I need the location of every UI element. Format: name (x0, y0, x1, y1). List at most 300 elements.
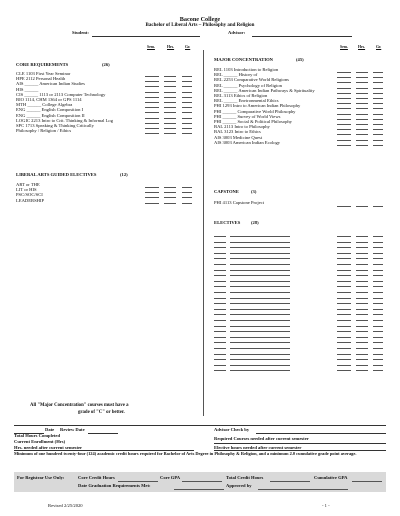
elective-title-blank[interactable] (230, 253, 290, 254)
guided-title: LIBERAL ARTS GUIDED ELECTIVES (16, 172, 97, 177)
elective-title-blank[interactable] (230, 247, 290, 248)
sem-blank[interactable] (337, 309, 351, 310)
grade-blank[interactable] (373, 242, 383, 243)
guided-course-row: ART or THE (16, 182, 40, 187)
grade-blank[interactable] (373, 320, 383, 321)
hrs-blank[interactable] (164, 128, 176, 129)
elective-prefix-blank[interactable] (214, 359, 226, 360)
left-sem-header: Sem. (147, 45, 155, 49)
elective-prefix-blank[interactable] (214, 236, 226, 237)
concentration-course-row: BAL 3123 Intro to Ethics (214, 129, 261, 135)
left-gr-header: Gr. (185, 45, 191, 49)
total-credit-field[interactable] (270, 481, 310, 482)
sem-blank[interactable] (337, 298, 351, 299)
sem-blank[interactable] (337, 72, 351, 73)
revised-date: Revised 2/25/2020 (48, 503, 83, 508)
grade-blank[interactable] (373, 354, 383, 355)
hrs-blank[interactable] (356, 331, 368, 332)
grade-blank[interactable] (182, 86, 192, 87)
sem-blank[interactable] (337, 103, 351, 104)
note-line-1: All "Major Concentration" courses must have a (30, 403, 129, 408)
elective-title-blank[interactable] (230, 258, 290, 259)
elective-prefix-blank[interactable] (214, 275, 226, 276)
hrs-blank[interactable] (164, 118, 176, 119)
hrs-blank[interactable] (164, 123, 176, 124)
elective-prefix-blank[interactable] (214, 298, 226, 299)
sem-blank[interactable] (337, 281, 351, 282)
capstone-hours: (3) (251, 189, 257, 194)
elective-title-blank[interactable] (230, 242, 290, 243)
hrs-blank[interactable] (356, 258, 368, 259)
elective-prefix-blank[interactable] (214, 342, 226, 343)
sem-blank[interactable] (337, 331, 351, 332)
grade-blank[interactable] (373, 303, 383, 304)
elective-prefix-blank[interactable] (214, 348, 226, 349)
hrs-blank[interactable] (164, 112, 176, 113)
student-field[interactable] (92, 36, 200, 37)
right-sem-header: Sem. (340, 45, 348, 49)
grade-blank[interactable] (373, 370, 383, 371)
grade-blank[interactable] (182, 76, 192, 77)
hrs-blank[interactable] (356, 98, 368, 99)
core-course-row: ENG ______ English Composition I (16, 107, 84, 113)
grade-blank[interactable] (373, 77, 383, 78)
grade-blank[interactable] (373, 337, 383, 338)
current-enrollment-label: Current Enrollment (Hrs) (14, 439, 66, 444)
grade-blank[interactable] (182, 203, 192, 204)
advisor-check-field[interactable] (256, 433, 386, 434)
hrs-blank[interactable] (164, 187, 176, 188)
footer-divider (14, 425, 386, 426)
sem-blank[interactable] (337, 370, 351, 371)
elective-prefix-blank[interactable] (214, 281, 226, 282)
hrs-blank[interactable] (164, 92, 176, 93)
sem-blank[interactable] (337, 134, 351, 135)
grade-blank[interactable] (182, 118, 192, 119)
sem-blank[interactable] (337, 326, 351, 327)
guided-hours: (12) (120, 172, 128, 177)
grade-blank[interactable] (182, 97, 192, 98)
elective-title-blank[interactable] (230, 309, 290, 310)
elective-prefix-blank[interactable] (214, 331, 226, 332)
note-line-2: grade of "C" or better. (78, 410, 125, 415)
sem-blank[interactable] (145, 102, 159, 103)
hrs-blank[interactable] (356, 140, 368, 141)
concentration-course-row: REL ______ Psychology of Religion (214, 82, 282, 88)
hrs-blank[interactable] (356, 119, 368, 120)
elective-prefix-blank[interactable] (214, 242, 226, 243)
grade-blank[interactable] (373, 93, 383, 94)
advisor-field[interactable] (252, 36, 352, 37)
electives-title: ELECTIVES (214, 220, 241, 225)
hrs-blank[interactable] (356, 242, 368, 243)
grade-blank[interactable] (373, 286, 383, 287)
grade-blank[interactable] (182, 81, 192, 82)
grade-blank[interactable] (182, 197, 192, 198)
sem-blank[interactable] (337, 264, 351, 265)
minimum-requirements-text: Minimum of one hundred twenty-four (124) academic credit hours required for Bachelor of Arts Degree in Philosophy & Religion, and a minimum 2.0 cumulative grade point average. (14, 451, 357, 456)
elective-prefix-blank[interactable] (214, 258, 226, 259)
hrs-blank[interactable] (356, 134, 368, 135)
elective-prefix-blank[interactable] (214, 354, 226, 355)
grade-blank[interactable] (182, 123, 192, 124)
sem-blank[interactable] (145, 118, 159, 119)
hrs-blank[interactable] (164, 197, 176, 198)
grade-blank[interactable] (373, 88, 383, 89)
grade-blank[interactable] (182, 92, 192, 93)
capstone-title: CAPSTONE (214, 189, 239, 194)
sem-blank[interactable] (145, 128, 159, 129)
elective-title-blank[interactable] (230, 303, 290, 304)
sem-blank[interactable] (337, 314, 351, 315)
hrs-blank[interactable] (356, 337, 368, 338)
hrs-blank[interactable] (356, 103, 368, 104)
sem-blank[interactable] (337, 337, 351, 338)
grade-blank[interactable] (182, 128, 192, 129)
sem-blank[interactable] (337, 88, 351, 89)
elective-title-blank[interactable] (230, 348, 290, 349)
hrs-blank[interactable] (356, 253, 368, 254)
sem-blank[interactable] (145, 197, 159, 198)
core-course-row: AIS ______ American Indian Studies (16, 81, 85, 87)
concentration-course-row: REL 1103 Introduction to Religion (214, 67, 279, 72)
date-requirements-label: Date Graduation Requirements Met: (78, 483, 151, 488)
total-hours-label: Total Hours Completed (14, 433, 61, 438)
elective-prefix-blank[interactable] (214, 309, 226, 310)
sem-blank[interactable] (337, 114, 351, 115)
elective-prefix-blank[interactable] (214, 253, 226, 254)
grade-blank[interactable] (373, 258, 383, 259)
sem-blank[interactable] (145, 192, 159, 193)
elective-prefix-blank[interactable] (214, 292, 226, 293)
elective-title-blank[interactable] (230, 298, 290, 299)
hrs-blank[interactable] (356, 286, 368, 287)
hrs-blank[interactable] (356, 124, 368, 125)
hrs-blank[interactable] (356, 354, 368, 355)
sem-blank[interactable] (337, 77, 351, 78)
left-hrs-header: Hrs. (167, 45, 175, 49)
core-gpa-field[interactable] (182, 481, 222, 482)
grade-blank[interactable] (182, 187, 192, 188)
capstone-row: PHI 4113 Capstone Project (214, 200, 264, 205)
grade-blank[interactable] (373, 342, 383, 343)
hrs-blank[interactable] (164, 102, 176, 103)
grade-blank[interactable] (373, 264, 383, 265)
concentration-course-row: REL ______ Environmental Ethics (214, 98, 279, 104)
core-course-row: Philosophy / Religion / Ethics (16, 128, 72, 134)
guided-course-row: LIT or HIS (16, 187, 37, 193)
capstone-hrs-blank[interactable] (356, 206, 368, 207)
student-label: Student: (72, 30, 89, 35)
grade-blank[interactable] (373, 292, 383, 293)
hrs-blank[interactable] (356, 129, 368, 130)
sem-blank[interactable] (145, 123, 159, 124)
hrs-blank[interactable] (356, 72, 368, 73)
sem-blank[interactable] (145, 92, 159, 93)
approved-by-field[interactable] (258, 489, 348, 490)
grade-blank[interactable] (182, 192, 192, 193)
elective-prefix-blank[interactable] (214, 264, 226, 265)
elective-title-blank[interactable] (230, 236, 290, 237)
hrs-blank[interactable] (164, 81, 176, 82)
elective-title-blank[interactable] (230, 281, 290, 282)
elective-prefix-blank[interactable] (214, 303, 226, 304)
concentration-course-row: PHI 1293 Intro to American Indian Philosophy (214, 103, 301, 109)
core-credit-label: Core Credit Hours (78, 475, 115, 480)
sem-blank[interactable] (337, 124, 351, 125)
grade-blank[interactable] (373, 108, 383, 109)
sem-blank[interactable] (337, 145, 351, 146)
hrs-blank[interactable] (164, 192, 176, 193)
college-title: Bacone College (179, 16, 221, 23)
program-title: Bachelor of Liberal Arts – Philosophy and Religion (145, 23, 255, 28)
concentration-course-row: BAL 2113 Intro to Philosophy (214, 124, 270, 130)
grade-blank[interactable] (373, 103, 383, 104)
sem-blank[interactable] (145, 203, 159, 204)
advisor-check-label: Advisor Check by (214, 427, 250, 432)
sem-blank[interactable] (337, 93, 351, 94)
core-course-row: HPE 2112 Personal Health (16, 76, 66, 82)
sem-blank[interactable] (337, 320, 351, 321)
elective-title-blank[interactable] (230, 365, 290, 366)
sem-blank[interactable] (145, 133, 159, 134)
concentration-title: MAJOR CONCENTRATION (214, 57, 273, 62)
grade-blank[interactable] (373, 275, 383, 276)
elective-title-blank[interactable] (230, 264, 290, 265)
elective-prefix-blank[interactable] (214, 365, 226, 366)
grade-blank[interactable] (373, 253, 383, 254)
grade-blank[interactable] (373, 140, 383, 141)
elective-title-blank[interactable] (230, 270, 290, 271)
elective-title-blank[interactable] (230, 292, 290, 293)
hrs-blank[interactable] (164, 203, 176, 204)
hrs-blank[interactable] (356, 114, 368, 115)
elective-title-blank[interactable] (230, 337, 290, 338)
grade-blank[interactable] (373, 326, 383, 327)
sem-blank[interactable] (337, 82, 351, 83)
review-date-label: Review Date (60, 427, 85, 432)
sem-blank[interactable] (337, 365, 351, 366)
sem-blank[interactable] (337, 236, 351, 237)
hrs-blank[interactable] (356, 342, 368, 343)
right-hrs-header: Hrs. (358, 45, 366, 49)
core-hours: (26) (102, 62, 110, 67)
elective-title-blank[interactable] (230, 359, 290, 360)
sem-blank[interactable] (145, 76, 159, 77)
required-courses-line (214, 443, 386, 444)
hrs-blank[interactable] (356, 348, 368, 349)
sem-blank[interactable] (145, 97, 159, 98)
grade-blank[interactable] (373, 314, 383, 315)
right-gr-header: Gr. (376, 45, 382, 49)
hrs-blank[interactable] (164, 97, 176, 98)
date-requirements-field[interactable] (174, 489, 224, 490)
hrs-blank[interactable] (356, 108, 368, 109)
elective-prefix-blank[interactable] (214, 286, 226, 287)
grade-blank[interactable] (182, 107, 192, 108)
hrs-blank[interactable] (356, 365, 368, 366)
hrs-blank[interactable] (356, 82, 368, 83)
capstone-gr-blank[interactable] (373, 206, 383, 207)
elective-title-blank[interactable] (230, 286, 290, 287)
core-course-row: HIS ______ (16, 86, 39, 92)
hrs-blank[interactable] (356, 292, 368, 293)
grade-blank[interactable] (373, 270, 383, 271)
sem-blank[interactable] (145, 81, 159, 82)
sem-blank[interactable] (337, 292, 351, 293)
grade-blank[interactable] (373, 298, 383, 299)
concentration-course-row: REL 2253 Comparative World Religions (214, 77, 289, 83)
hrs-blank[interactable] (356, 88, 368, 89)
hrs-blank[interactable] (356, 281, 368, 282)
elective-title-blank[interactable] (230, 326, 290, 327)
elective-title-blank[interactable] (230, 331, 290, 332)
elective-title-blank[interactable] (230, 275, 290, 276)
hrs-blank[interactable] (356, 236, 368, 237)
sem-blank[interactable] (337, 258, 351, 259)
elective-title-blank[interactable] (230, 314, 290, 315)
sem-blank[interactable] (337, 286, 351, 287)
hrs-blank[interactable] (356, 275, 368, 276)
sem-blank[interactable] (145, 112, 159, 113)
sem-blank[interactable] (145, 187, 159, 188)
grade-blank[interactable] (373, 359, 383, 360)
hrs-blank[interactable] (356, 270, 368, 271)
grade-blank[interactable] (373, 72, 383, 73)
sem-blank[interactable] (337, 119, 351, 120)
hrs-blank[interactable] (164, 76, 176, 77)
core-gpa-label: Core GPA (160, 475, 181, 480)
grade-blank[interactable] (373, 281, 383, 282)
review-date-field[interactable] (88, 433, 118, 434)
grade-blank[interactable] (373, 365, 383, 366)
required-courses-label: Required Courses needed after current semester (214, 436, 309, 441)
hrs-blank[interactable] (356, 320, 368, 321)
concentration-course-row: PHI ______ Survey of World Views (214, 113, 281, 119)
hrs-blank[interactable] (356, 359, 368, 360)
total-credit-label: Total Credit Hours (226, 475, 264, 480)
date-label: Date (45, 427, 55, 432)
electives-hours: (28) (251, 220, 259, 225)
elective-title-blank[interactable] (230, 370, 290, 371)
concentration-course-row: AIS 3003 Medicine Quest (214, 134, 263, 140)
sem-blank[interactable] (337, 359, 351, 360)
core-course-row: ENG ______ English Composition II (16, 112, 85, 118)
hrs-blank[interactable] (356, 309, 368, 310)
grade-blank[interactable] (373, 129, 383, 130)
sem-blank[interactable] (337, 303, 351, 304)
sem-blank[interactable] (337, 342, 351, 343)
grade-blank[interactable] (373, 331, 383, 332)
elective-prefix-blank[interactable] (214, 370, 226, 371)
concentration-course-row: REL ______ American Indian Pathways & Spirituality (214, 87, 315, 93)
concentration-course-row: REL 3113 Ethics of Religion (214, 93, 268, 98)
grade-blank[interactable] (373, 247, 383, 248)
sem-blank[interactable] (145, 107, 159, 108)
hrs-blank[interactable] (356, 370, 368, 371)
grade-blank[interactable] (182, 133, 192, 134)
column-divider (203, 50, 204, 416)
cumulative-gpa-label: Cumulative GPA (314, 475, 348, 480)
elective-prefix-blank[interactable] (214, 314, 226, 315)
grade-blank[interactable] (373, 98, 383, 99)
grade-blank[interactable] (373, 348, 383, 349)
sem-blank[interactable] (337, 98, 351, 99)
grade-blank[interactable] (373, 119, 383, 120)
elective-hours-label: Elective hours needed after current semester (214, 445, 302, 450)
elective-prefix-blank[interactable] (214, 270, 226, 271)
sem-blank[interactable] (337, 140, 351, 141)
core-course-row: LOGIC 2213 Intro to Crit. Thinking & Informal Log (16, 117, 114, 123)
sem-blank[interactable] (337, 275, 351, 276)
concentration-course-row: AIS 3003 American Indian Ecology (214, 139, 281, 145)
grade-blank[interactable] (182, 102, 192, 103)
sem-blank[interactable] (337, 247, 351, 248)
sem-blank[interactable] (337, 253, 351, 254)
core-course-row: CLE 1103 First Year Seminar (16, 71, 71, 76)
elective-title-blank[interactable] (230, 354, 290, 355)
elective-prefix-blank[interactable] (214, 320, 226, 321)
hrs-blank[interactable] (356, 247, 368, 248)
elective-title-blank[interactable] (230, 342, 290, 343)
hrs-blank[interactable] (356, 93, 368, 94)
elective-prefix-blank[interactable] (214, 247, 226, 248)
guided-course-row: PSC/SOC/SCI (16, 192, 43, 198)
approved-by-label: Approved by (226, 483, 252, 488)
hrs-blank[interactable] (164, 133, 176, 134)
cumulative-gpa-field[interactable] (352, 481, 382, 482)
hrs-blank[interactable] (356, 303, 368, 304)
core-credit-field[interactable] (118, 481, 158, 482)
hrs-blank[interactable] (356, 77, 368, 78)
hrs-blank[interactable] (356, 264, 368, 265)
registrar-label: For Registrar Use Only: (17, 475, 65, 480)
sem-blank[interactable] (145, 86, 159, 87)
hrs-blank[interactable] (356, 314, 368, 315)
hrs-blank[interactable] (164, 86, 176, 87)
grade-blank[interactable] (373, 114, 383, 115)
concentration-course-row: REL ______ History of (214, 72, 258, 78)
core-course-row: BIO 1114, CHM 1364 or GPS 1114 (16, 97, 82, 102)
grade-blank[interactable] (373, 134, 383, 135)
hrs-blank[interactable] (164, 107, 176, 108)
sem-blank[interactable] (337, 348, 351, 349)
hrs-blank[interactable] (356, 298, 368, 299)
sem-blank[interactable] (337, 108, 351, 109)
grade-blank[interactable] (373, 236, 383, 237)
sem-blank[interactable] (337, 354, 351, 355)
grade-blank[interactable] (182, 112, 192, 113)
elective-prefix-blank[interactable] (214, 326, 226, 327)
registrar-box (14, 472, 386, 492)
guided-course-row: LEADERSHIP (16, 197, 45, 203)
concentration-hours: (45) (296, 57, 304, 62)
grade-blank[interactable] (373, 145, 383, 146)
core-title: CORE REQUIREMENTS (16, 62, 69, 67)
capstone-sem-blank[interactable] (337, 206, 351, 207)
grade-blank[interactable] (373, 309, 383, 310)
sem-blank[interactable] (337, 242, 351, 243)
sem-blank[interactable] (337, 270, 351, 271)
concentration-course-row: PHI ______ Social & Political Philosophy (214, 119, 292, 124)
sem-blank[interactable] (337, 129, 351, 130)
grade-blank[interactable] (373, 124, 383, 125)
elective-title-blank[interactable] (230, 320, 290, 321)
elective-prefix-blank[interactable] (214, 337, 226, 338)
hrs-blank[interactable] (356, 145, 368, 146)
grade-blank[interactable] (373, 82, 383, 83)
hrs-blank[interactable] (356, 326, 368, 327)
